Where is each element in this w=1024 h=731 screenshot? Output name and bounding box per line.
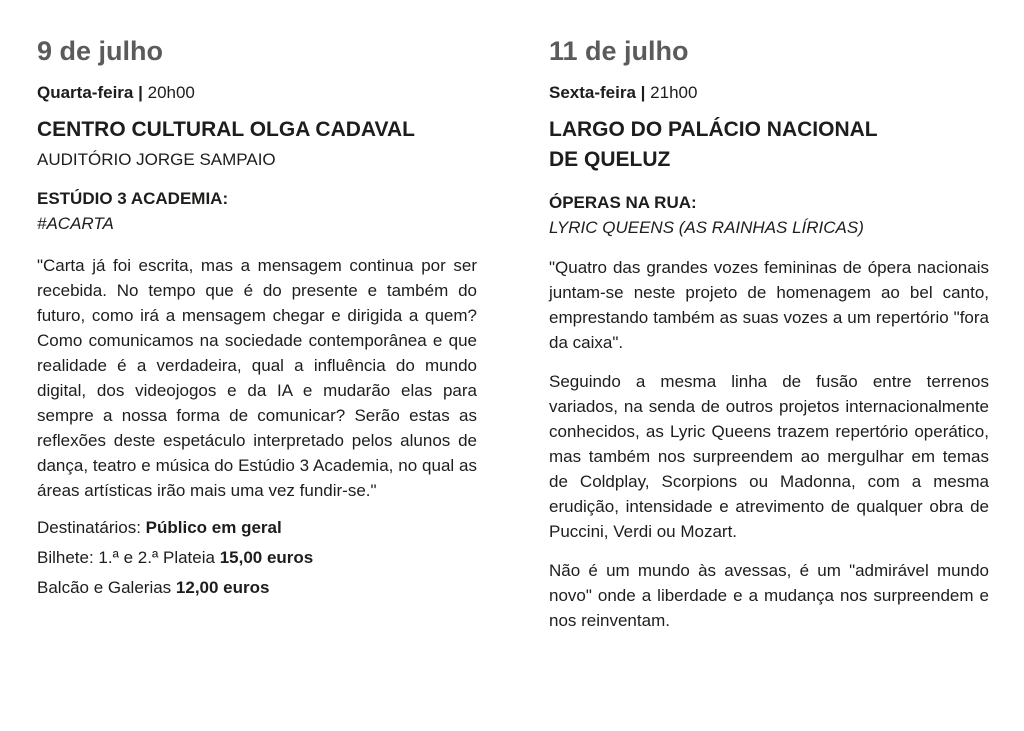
event-right bbox=[549, 36, 989, 633]
ticket-info bbox=[37, 513, 477, 603]
ticket-line bbox=[37, 543, 477, 573]
venue-name-line-1: LARGO DO PALÁCIO NACIONAL bbox=[549, 118, 878, 141]
show-title: LYRIC QUEENS (AS RAINHAS LÍRICAS) bbox=[549, 218, 864, 237]
show-description-1: "Quatro das grandes vozes femininas de ópera nacionais juntam-se neste projeto de homenagem ao bel canto, emprestando também as suas vozes a um repertório "fora da caixa". bbox=[549, 258, 989, 352]
show-heading bbox=[549, 191, 989, 241]
show-description-2: Seguindo a mesma linha de fusão entre terrenos variados, na senda de outros projetos internacionalmente conhecidos, as Lyric Queens trazem repertório operático, mas também nos surpreendem ao mergulhar em temas de Coldplay, Scorpions ou Madonna, com a mesma erudição, intensidade e atrevimento de qualquer obra de Puccini, Verdi ou Mozart. bbox=[549, 372, 989, 541]
audience-label: Destinatários: bbox=[37, 518, 141, 537]
event-left bbox=[37, 36, 477, 603]
event-date: 11 de julho bbox=[549, 36, 689, 66]
event-time: 20h00 bbox=[147, 83, 195, 102]
venue-hall: AUDITÓRIO JORGE SAMPAIO bbox=[37, 150, 276, 169]
venue-name bbox=[549, 115, 989, 175]
separator: | bbox=[640, 83, 646, 102]
balcony-price: 12,00 euros bbox=[175, 578, 270, 597]
audience-line bbox=[37, 513, 477, 543]
venue-name: CENTRO CULTURAL OLGA CADAVAL bbox=[37, 118, 415, 141]
event-day-time bbox=[549, 83, 989, 103]
balcony-line bbox=[37, 573, 477, 603]
ticket-price: 15,00 euros bbox=[219, 548, 314, 567]
separator: | bbox=[138, 83, 143, 102]
show-description-3: Não é um mundo às avessas, é um "admirável mundo novo" onde a liberdade e a mudança nos surpreendem e nos reinventam. bbox=[549, 561, 989, 630]
event-day-time bbox=[37, 83, 477, 103]
balcony-label: Balcão e Galerias bbox=[37, 578, 172, 597]
event-weekday: Sexta-feira bbox=[549, 83, 636, 102]
show-description: "Carta já foi escrita, mas a mensagem continua por ser recebida. No tempo que é do presente e também do futuro, como irá a mensagem chegar e dirigida a quem? Como comunicamos na sociedade contemporânea e que realidade é a verdadeira, qual a influência do mundo digital, dos videojogos e da IA e mudarão elas para sempre a nossa forma de comunicar? Serão estas as reflexões deste espetáculo interpretado pelos alunos de dança, teatro e música do Estúdio 3 Academia, no qual as áreas artísticas irão mais uma vez fundir-se." bbox=[37, 256, 477, 500]
ticket-label: Bilhete: 1.ª e 2.ª Plateia bbox=[37, 548, 215, 567]
event-time: 21h00 bbox=[650, 83, 698, 102]
show-title: #ACARTA bbox=[37, 214, 114, 233]
audience-value: Público em geral bbox=[145, 518, 282, 537]
show-heading bbox=[37, 187, 477, 237]
event-date: 9 de julho bbox=[37, 36, 164, 66]
venue-name-line-2: DE QUELUZ bbox=[549, 148, 671, 171]
show-type: ESTÚDIO 3 ACADEMIA: bbox=[37, 189, 229, 208]
show-type: ÓPERAS NA RUA: bbox=[549, 193, 697, 212]
event-weekday: Quarta-feira bbox=[37, 83, 134, 102]
